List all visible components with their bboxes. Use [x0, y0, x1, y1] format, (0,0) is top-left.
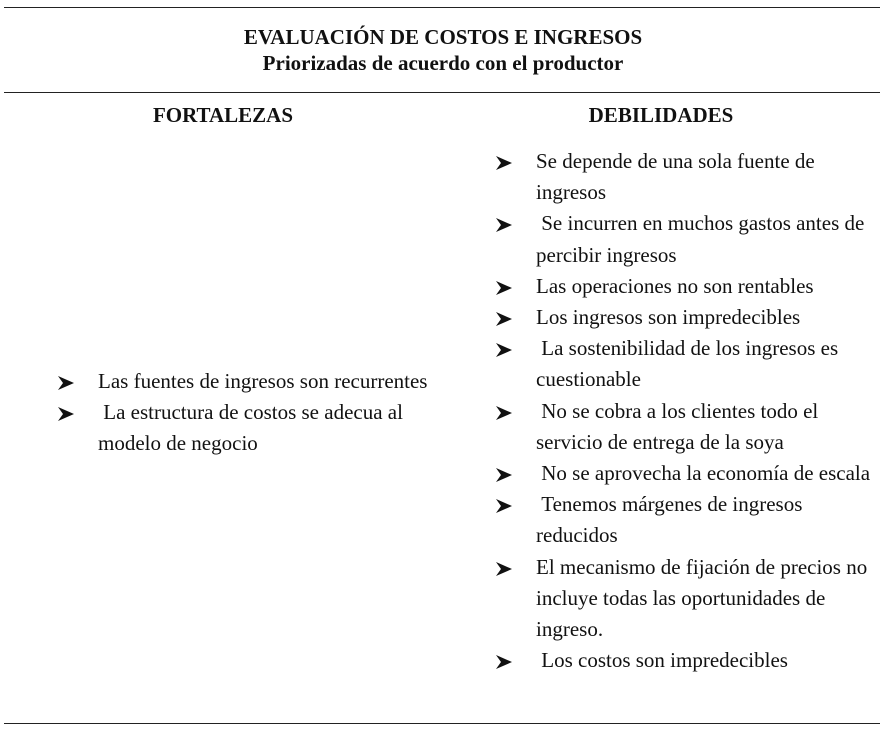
list-item-text: El mecanismo de fijación de precios no incluye todas las oportunidades de ingreso. [536, 554, 873, 642]
arrowhead-bullet-icon [496, 302, 516, 333]
list-item-text: Las operaciones no son rentables [536, 273, 814, 298]
list-item [496, 396, 876, 458]
list-item [496, 489, 876, 551]
list-item-text: La sostenibilidad de los ingresos es cuestionable [536, 336, 844, 392]
arrowhead-bullet-icon [496, 552, 516, 583]
list-item-text: Se depende de una sola fuente de ingresos [536, 149, 820, 205]
title-block [0, 24, 886, 76]
list-item [496, 552, 876, 646]
list-item-text: Tenemos márgenes de ingresos reducidos [536, 492, 808, 548]
arrowhead-bullet-icon [496, 208, 516, 239]
arrowhead-bullet-icon [496, 645, 516, 676]
top-rule [4, 7, 880, 8]
page-subtitle: Priorizadas de acuerdo con el productor [262, 51, 624, 75]
list-item-text: La estructura de costos se adecua al modelo de negocio [98, 400, 409, 456]
arrowhead-bullet-icon [496, 333, 516, 364]
weaknesses-list [496, 146, 876, 676]
strengths-header: FORTALEZAS [152, 103, 294, 127]
arrowhead-bullet-icon [496, 396, 516, 427]
list-item [496, 645, 876, 676]
list-item [58, 397, 438, 459]
header-rule [4, 92, 880, 93]
arrowhead-bullet-icon [496, 271, 516, 302]
list-item [496, 333, 876, 395]
list-item [496, 302, 876, 333]
list-item-text: Se incurren en muchos gastos antes de percibir ingresos [536, 211, 870, 267]
list-item-text: Los costos son impredecibles [536, 648, 788, 673]
arrowhead-bullet-icon [496, 458, 516, 489]
list-item-text: Las fuentes de ingresos son recurrentes [98, 369, 428, 393]
arrowhead-bullet-icon [58, 366, 78, 397]
weaknesses-header: DEBILIDADES [588, 103, 734, 127]
strengths-list [58, 366, 438, 460]
list-item [496, 458, 876, 489]
list-item-text: Los ingresos son impredecibles [536, 305, 801, 330]
list-item-text: No se cobra a los clientes todo el servicio de entrega de la soya [536, 398, 824, 454]
arrowhead-bullet-icon [496, 489, 516, 520]
list-item [496, 146, 876, 208]
arrowhead-bullet-icon [58, 397, 78, 428]
page-title: EVALUACIÓN DE COSTOS E INGRESOS [243, 25, 643, 49]
arrowhead-bullet-icon [496, 146, 516, 177]
list-item [58, 366, 438, 397]
list-item [496, 208, 876, 270]
bottom-rule [4, 723, 880, 724]
list-item [496, 271, 876, 302]
list-item-text: No se aprovecha la economía de escala [536, 461, 871, 486]
